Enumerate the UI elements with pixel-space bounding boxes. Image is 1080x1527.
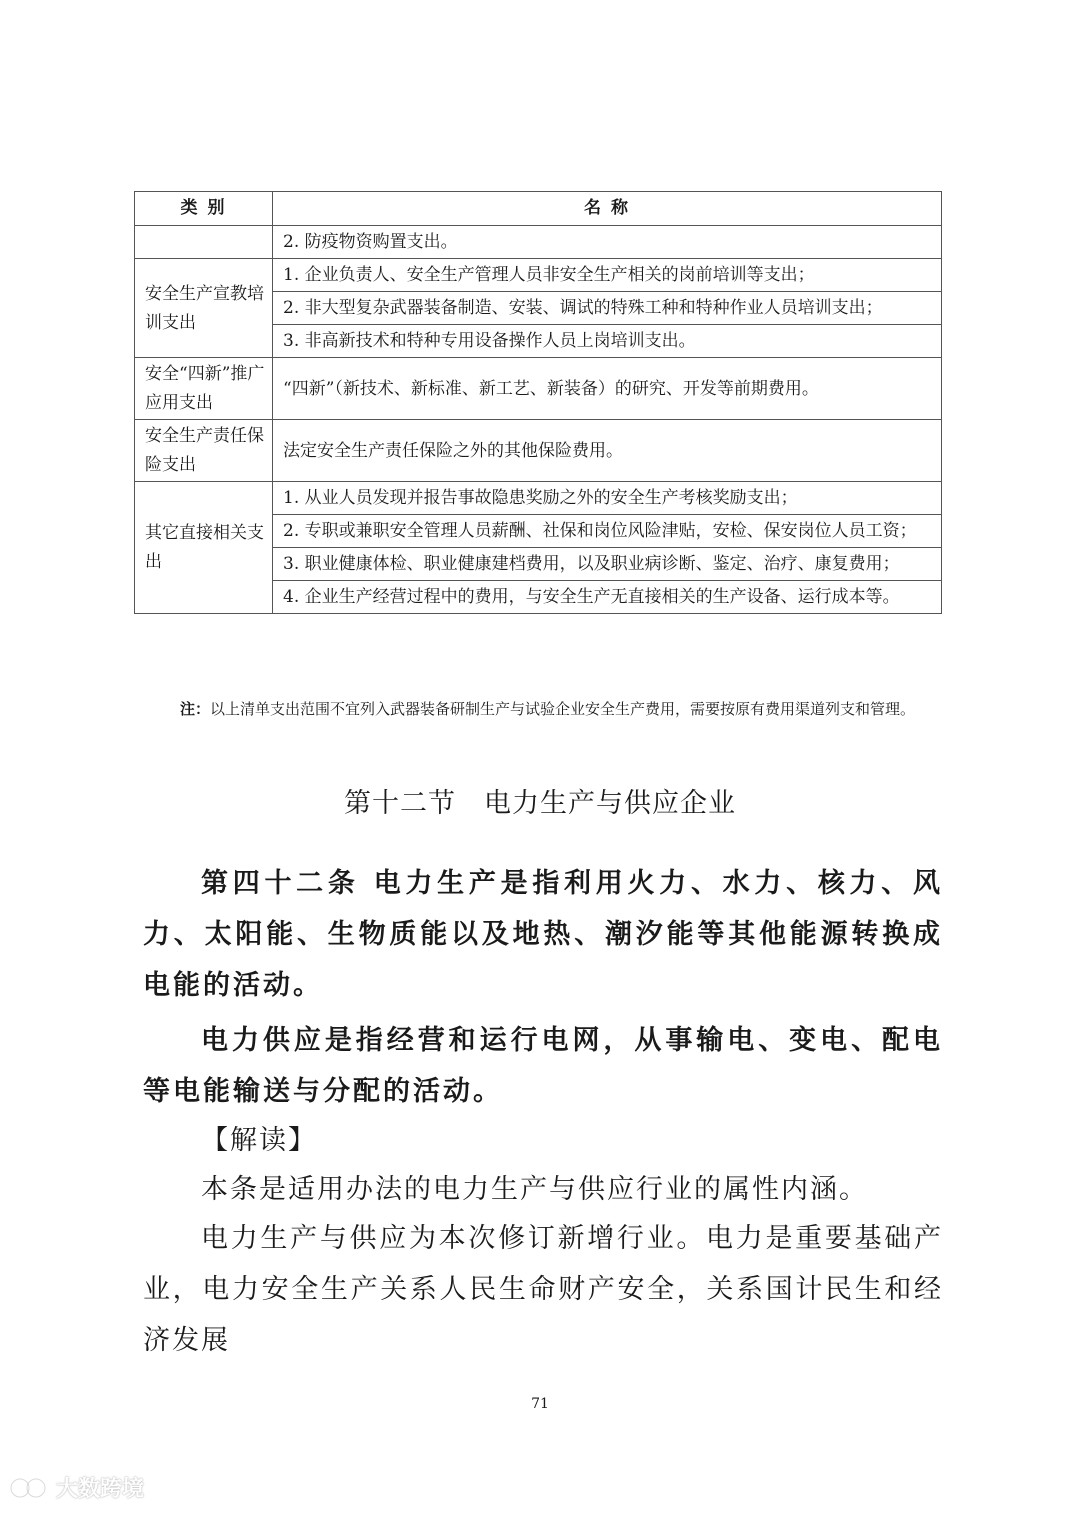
item-cell: 2. 专职或兼职安全管理人员薪酬、社保和岗位风险津贴，安检、保安岗位人员工资；: [273, 515, 942, 548]
table-header-row: [135, 192, 942, 226]
item-cell: 1. 从业人员发现并报告事故隐患奖励之外的安全生产考核奖励支出；: [273, 482, 942, 515]
category-cell: 安全生产宣教培训支出: [135, 259, 273, 358]
table-row: [135, 420, 942, 482]
note-text: 以上清单支出范围不宜列入武器装备研制生产与试验企业安全生产费用，需要按原有费用渠道列支和管理。: [210, 700, 916, 718]
item-cell: 2. 防疫物资购置支出。: [273, 226, 942, 259]
category-cell: 安全“四新”推广应用支出: [135, 358, 273, 420]
item-cell: “四新”（新技术、新标准、新工艺、新装备）的研究、开发等前期费用。: [273, 358, 942, 420]
item-cell: 4. 企业生产经营过程中的费用，与安全生产无直接相关的生产设备、运行成本等。: [273, 581, 942, 614]
logo-icon: [8, 1474, 52, 1502]
item-cell: 1. 企业负责人、安全生产管理人员非安全生产相关的岗前培训等支出；: [273, 259, 942, 292]
header-category: 类 别: [135, 192, 273, 226]
item-cell: 2. 非大型复杂武器装备制造、安装、调试的特殊工种和特种作业人员培训支出；: [273, 292, 942, 325]
body-paragraph: 电力生产与供应为本次修订新增行业。电力是重要基础产业，电力安全生产关系人民生命财产安全，关系国计民生和经济发展: [143, 1223, 943, 1356]
expense-table: [134, 191, 942, 614]
note-label: 注：: [180, 700, 211, 718]
header-name: 名 称: [273, 192, 942, 226]
watermark: [8, 1472, 144, 1503]
table-row: [135, 226, 942, 259]
table-row: [135, 259, 942, 292]
body-text: [143, 858, 943, 1366]
article-paragraph: 第四十二条 电力生产是指利用火力、水力、核力、风力、太阳能、生物质能以及地热、潮汐能等其他能源转换成电能的活动。: [143, 868, 943, 1001]
table-row: [135, 482, 942, 515]
interpretation-heading: 【解读】: [201, 1125, 317, 1156]
category-cell: 其它直接相关支出: [135, 482, 273, 614]
item-cell: 法定安全生产责任保险之外的其他保险费用。: [273, 420, 942, 482]
body-paragraph: 本条是适用办法的电力生产与供应行业的属性内涵。: [201, 1174, 868, 1205]
table-row: [135, 358, 942, 420]
watermark-text: 大数跨境: [56, 1477, 145, 1502]
category-cell: 安全生产责任保险支出: [135, 420, 273, 482]
category-cell: [135, 226, 273, 259]
article-paragraph: 电力供应是指经营和运行电网，从事输电、变电、配电等电能输送与分配的活动。: [143, 1025, 943, 1107]
item-cell: 3. 职业健康体检、职业健康建档费用，以及职业病诊断、鉴定、治疗、康复费用；: [273, 548, 942, 581]
section-title: 第十二节 电力生产与供应企业: [344, 788, 736, 819]
table-note: [134, 696, 942, 722]
page-number: 71: [531, 1396, 549, 1412]
item-cell: 3. 非高新技术和特种专用设备操作人员上岗培训支出。: [273, 325, 942, 358]
